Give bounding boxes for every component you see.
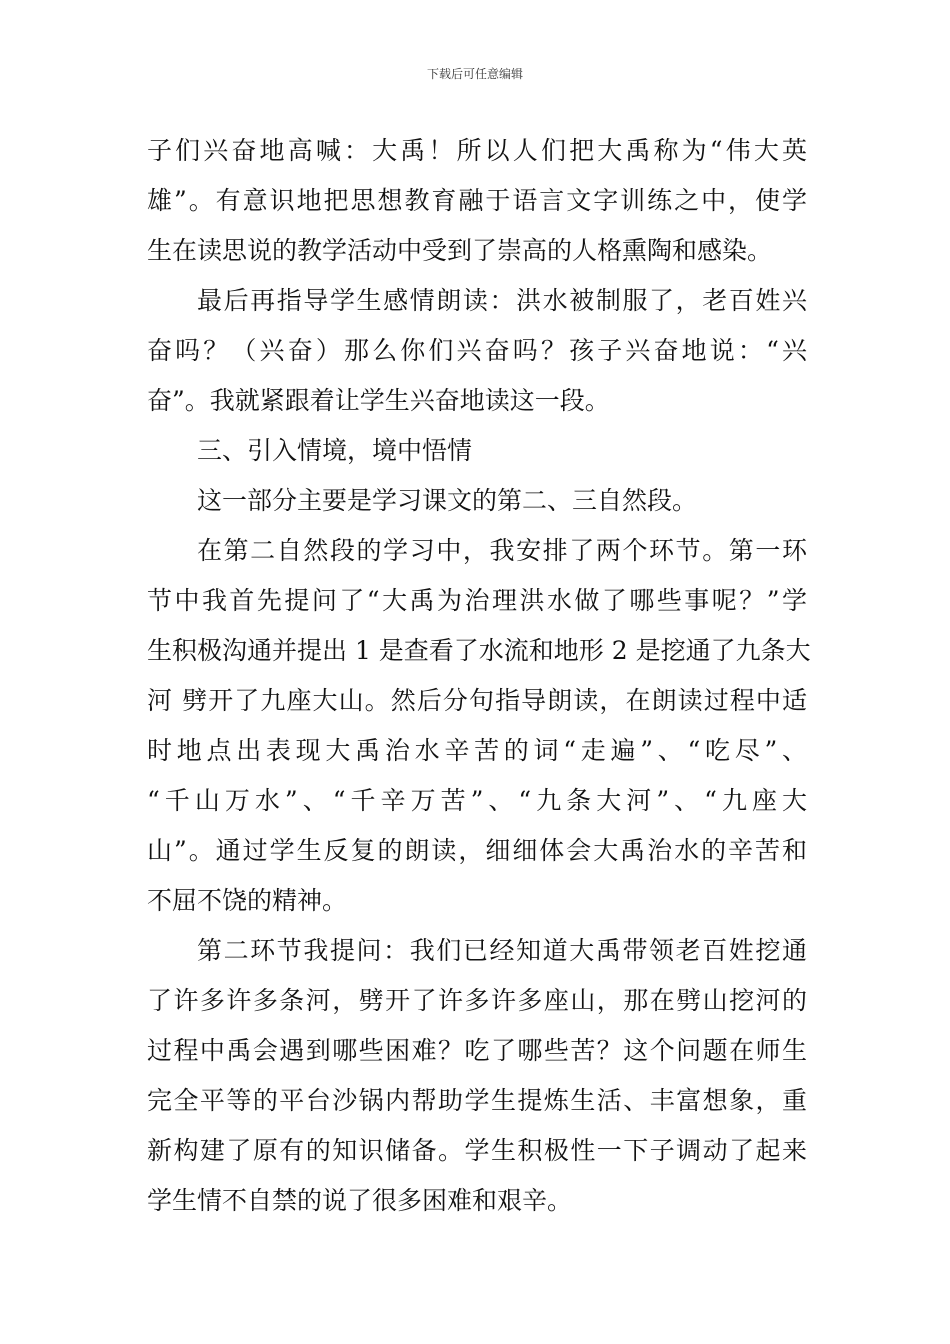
paragraph-line: 完全平等的平台沙锅内帮助学生提炼生活、丰富想象，重 — [147, 1086, 807, 1115]
paragraph-line: 奋吗？（兴奋）那么你们兴奋吗？孩子兴奋地说：“兴 — [147, 336, 807, 365]
paragraph-line: 学生情不自禁的说了很多困难和艰辛。 — [147, 1186, 573, 1215]
paragraph-line: 生在读思说的教学活动中受到了崇高的人格熏陶和感染。 — [147, 236, 773, 265]
paragraph-line: 节中我首先提问了“大禹为治理洪水做了哪些事呢？”学 — [147, 586, 807, 615]
paragraph-line: 子们兴奋地高喊：大禹！所以人们把大禹称为“伟大英 — [147, 136, 807, 165]
paragraph-line: 不屈不饶的精神。 — [147, 886, 348, 915]
paragraph-line: 雄”。有意识地把思想教育融于语言文字训练之中，使学 — [147, 186, 807, 215]
paragraph-line: 第二环节我提问：我们已经知道大禹带领老百姓挖通 — [197, 936, 807, 965]
paragraph-line: 生积极沟通并提出 1 是查看了水流和地形 2 是挖通了九条大 — [147, 636, 811, 665]
document-body — [147, 126, 811, 1226]
page-header: 下载后可任意编辑 — [426, 67, 523, 81]
paragraph-line: 最后再指导学生感情朗读：洪水被制服了，老百姓兴 — [197, 286, 807, 315]
paragraph-line: “千山万水”、“千辛万苦”、“九条大河”、“九座大 — [147, 786, 807, 815]
paragraph-line: 奋”。我就紧跟着让学生兴奋地读这一段。 — [147, 386, 610, 415]
paragraph-line: 这一部分主要是学习课文的第二、三自然段。 — [197, 486, 698, 515]
paragraph-line: 过程中禹会遇到哪些困难？吃了哪些苦？这个问题在师生 — [147, 1036, 807, 1065]
section-heading: 三、引入情境，境中悟情 — [197, 436, 473, 465]
paragraph-line: 山”。通过学生反复的朗读，细细体会大禹治水的辛苦和 — [147, 836, 807, 865]
paragraph-line: 河 劈开了九座大山。然后分句指导朗读，在朗读过程中适 — [147, 686, 807, 715]
paragraph-line: 在第二自然段的学习中，我安排了两个环节。第一环 — [197, 536, 807, 565]
paragraph-line: 时地点出表现大禹治水辛苦的词“走遍”、“吃尽”、 — [147, 736, 807, 765]
paragraph-line: 了许多许多条河，劈开了许多许多座山，那在劈山挖河的 — [147, 986, 807, 1015]
paragraph-line: 新构建了原有的知识储备。学生积极性一下子调动了起来 — [147, 1136, 807, 1165]
